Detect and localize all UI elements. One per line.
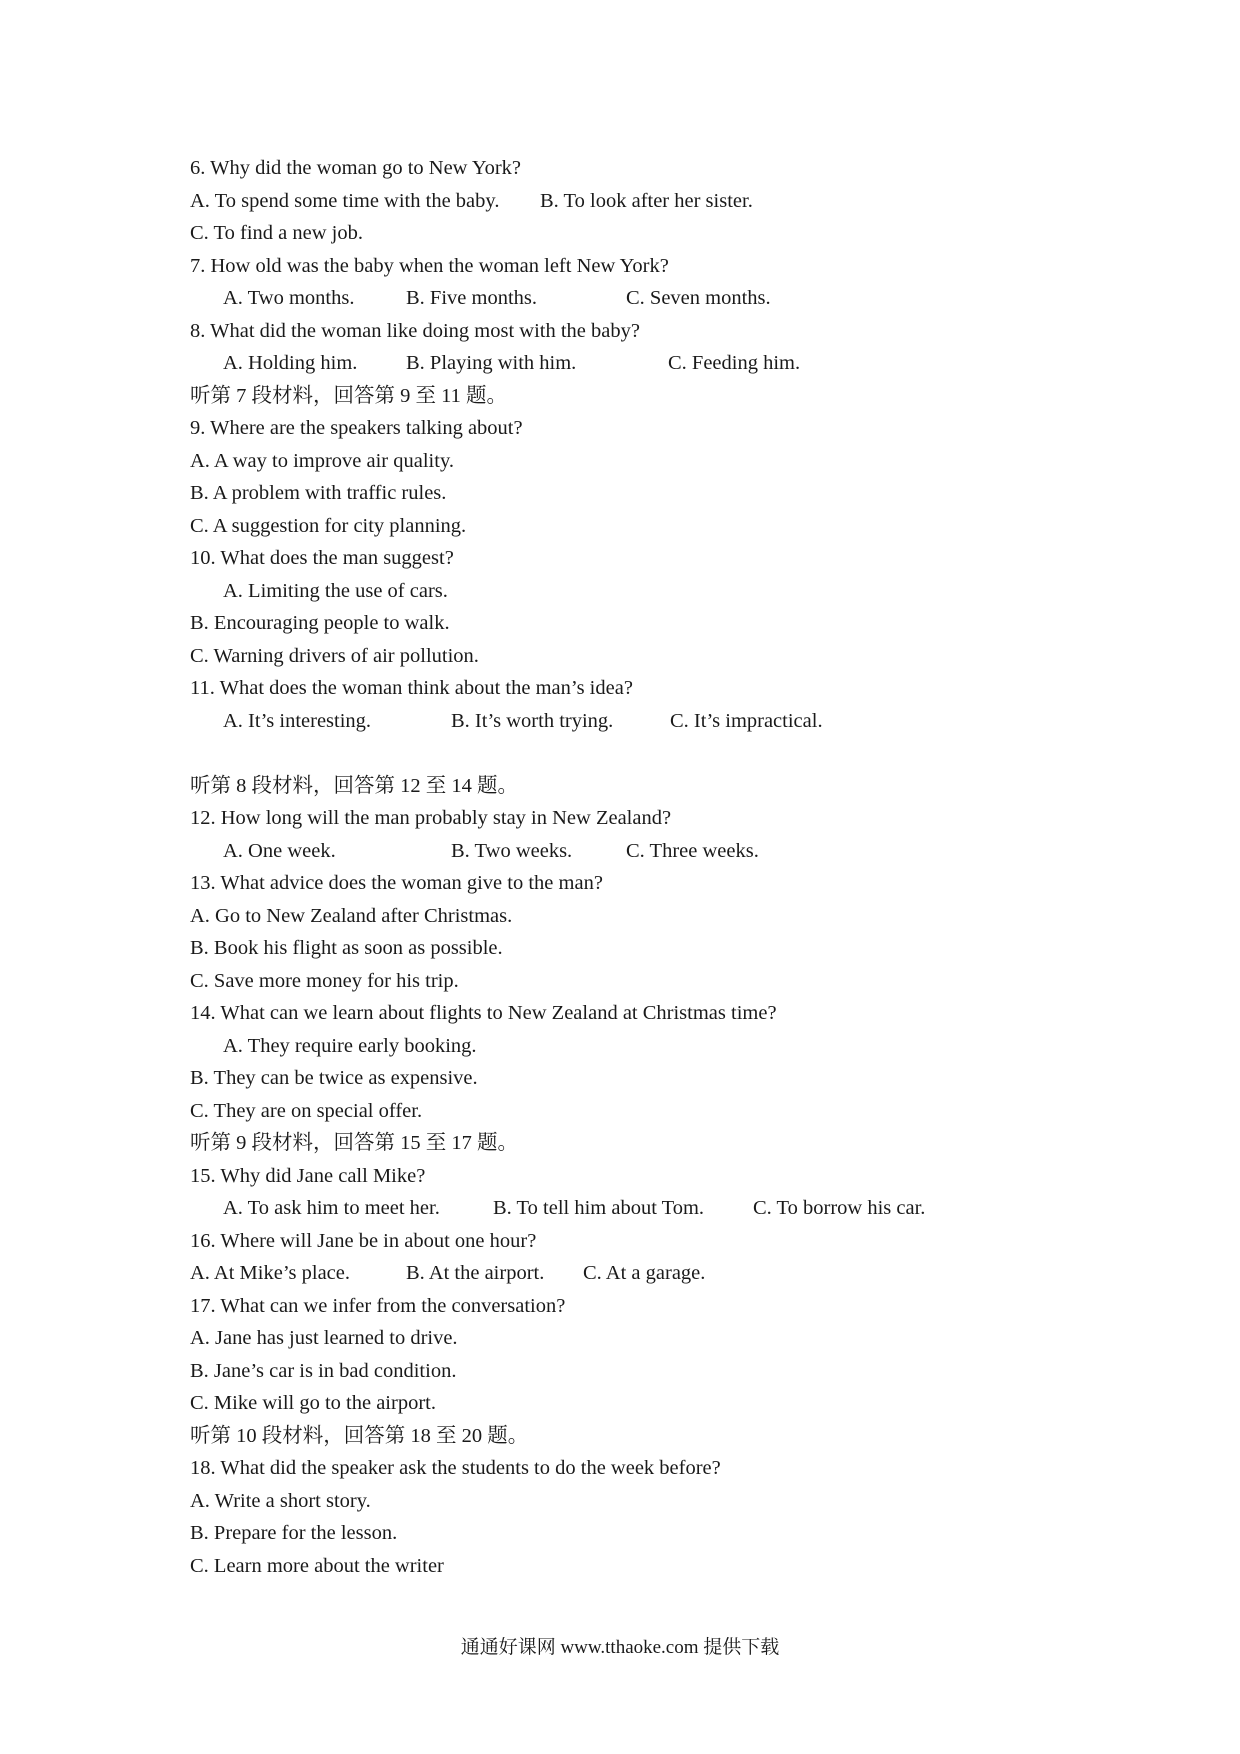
option-15c: C. To borrow his car. — [753, 1197, 926, 1219]
option-16c: C. At a garage. — [583, 1262, 706, 1284]
question-6: 6. Why did the woman go to New York? — [190, 157, 522, 179]
section-7-heading: 听第 7 段材料，回答第 9 至 11 题。 — [190, 385, 507, 407]
question-14: 14. What can we learn about flights to New Zealand at Christmas time? — [190, 1002, 777, 1024]
question-13: 13. What advice does the woman give to the man? — [190, 872, 603, 894]
option-6b: B. To look after her sister. — [540, 190, 753, 212]
section-9-heading: 听第 9 段材料，回答第 15 至 17 题。 — [190, 1132, 518, 1154]
option-17c: C. Mike will go to the airport. — [190, 1392, 436, 1414]
option-17a: A. Jane has just learned to drive. — [190, 1327, 458, 1349]
question-7-options — [223, 285, 771, 311]
option-11c: C. It’s impractical. — [670, 710, 823, 732]
option-11a: A. It’s interesting. — [223, 710, 372, 732]
option-9c: C. A suggestion for city planning. — [190, 515, 467, 537]
option-9b: B. A problem with traffic rules. — [190, 482, 447, 504]
question-12-options — [223, 838, 759, 864]
option-13c: C. Save more money for his trip. — [190, 970, 459, 992]
question-6-options-ab — [190, 188, 753, 214]
question-10: 10. What does the man suggest? — [190, 547, 454, 569]
option-10b: B. Encouraging people to walk. — [190, 612, 450, 634]
question-8: 8. What did the woman like doing most with the baby? — [190, 320, 640, 342]
section-10-heading: 听第 10 段材料，回答第 18 至 20 题。 — [190, 1425, 529, 1447]
option-15a: A. To ask him to meet her. — [223, 1197, 440, 1219]
option-7b: B. Five months. — [406, 287, 537, 309]
question-11: 11. What does the woman think about the man’s idea? — [190, 677, 633, 699]
option-17b: B. Jane’s car is in bad condition. — [190, 1360, 457, 1382]
question-15: 15. Why did Jane call Mike? — [190, 1165, 426, 1187]
option-14c: C. They are on special offer. — [190, 1100, 423, 1122]
option-6a: A. To spend some time with the baby. — [190, 190, 500, 212]
option-13a: A. Go to New Zealand after Christmas. — [190, 905, 513, 927]
option-10a: A. Limiting the use of cars. — [223, 580, 448, 602]
option-12a: A. One week. — [223, 840, 336, 862]
option-8b: B. Playing with him. — [406, 352, 577, 374]
option-10c: C. Warning drivers of air pollution. — [190, 645, 479, 667]
option-18b: B. Prepare for the lesson. — [190, 1522, 398, 1544]
question-16-options — [190, 1260, 706, 1286]
question-15-options — [223, 1195, 926, 1221]
option-18a: A. Write a short story. — [190, 1490, 371, 1512]
question-7: 7. How old was the baby when the woman left New York? — [190, 255, 669, 277]
option-12c: C. Three weeks. — [626, 840, 759, 862]
page-footer: 通通好课网 www.tthaoke.com 提供下载 — [460, 1637, 780, 1658]
option-18c: C. Learn more about the writer — [190, 1555, 444, 1577]
question-18: 18. What did the speaker ask the students to do the week before? — [190, 1457, 721, 1479]
question-8-options — [223, 350, 801, 376]
option-13b: B. Book his flight as soon as possible. — [190, 937, 503, 959]
question-12: 12. How long will the man probably stay in New Zealand? — [190, 807, 672, 829]
option-16a: A. At Mike’s place. — [190, 1262, 350, 1284]
question-11-options — [223, 708, 823, 734]
option-7c: C. Seven months. — [626, 287, 771, 309]
option-8c: C. Feeding him. — [668, 352, 801, 374]
option-14b: B. They can be twice as expensive. — [190, 1067, 478, 1089]
option-8a: A. Holding him. — [223, 352, 358, 374]
section-8-heading: 听第 8 段材料，回答第 12 至 14 题。 — [190, 775, 518, 797]
option-16b: B. At the airport. — [406, 1262, 545, 1284]
option-6c: C. To find a new job. — [190, 222, 363, 244]
option-15b: B. To tell him about Tom. — [493, 1197, 705, 1219]
option-14a: A. They require early booking. — [223, 1035, 477, 1057]
option-11b: B. It’s worth trying. — [451, 710, 614, 732]
question-16: 16. Where will Jane be in about one hour? — [190, 1230, 537, 1252]
question-17: 17. What can we infer from the conversation? — [190, 1295, 566, 1317]
option-7a: A. Two months. — [223, 287, 355, 309]
question-9: 9. Where are the speakers talking about? — [190, 417, 523, 439]
option-12b: B. Two weeks. — [451, 840, 573, 862]
option-9a: A. A way to improve air quality. — [190, 450, 454, 472]
